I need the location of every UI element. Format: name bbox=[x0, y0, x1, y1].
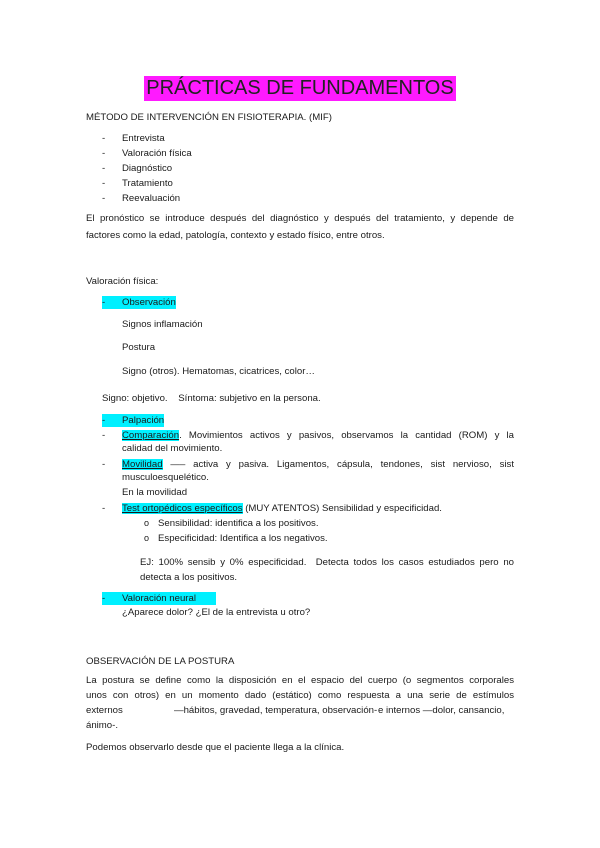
comparacion-line-2: calidad del movimiento. bbox=[122, 443, 223, 454]
comparacion-label: Comparación bbox=[122, 430, 180, 441]
comparacion-text: . Movimientos activos y pasivos, observamos la cantidad (ROM) y la bbox=[179, 430, 514, 441]
ej-line-1: EJ: 100% sensib y 0% especificidad. Detecta todos los casos estudiados pero no bbox=[140, 557, 514, 568]
signo-line: Signo: objetivo. Síntoma: subjetivo en la persona. bbox=[102, 393, 321, 404]
sensibilidad-text: Sensibilidad: identifica a los positivos. bbox=[158, 518, 319, 529]
pronostico-line-2: factores como la edad, patología, contexto y estado físico, entre otros. bbox=[86, 230, 385, 241]
observacion-label: Observación bbox=[122, 297, 176, 308]
list-item: Entrevista bbox=[122, 133, 165, 144]
movilidad-text: —– activa y pasiva. Ligamentos, cápsula, tendones, sist nervioso, sist bbox=[162, 459, 514, 470]
postura-paragraph-2: Podemos observarlo desde que el paciente llega a la clínica. bbox=[86, 742, 345, 753]
test-label: Test ortopédicos específicos bbox=[122, 503, 243, 514]
mif-heading: MÉTODO DE INTERVENCIÓN EN FISIOTERAPIA. (MIF) bbox=[86, 112, 332, 123]
movilidad-line-1 bbox=[122, 458, 514, 471]
list-dash: - bbox=[102, 593, 106, 604]
obs-sub-item: Signos inflamación bbox=[122, 319, 203, 330]
circle-bullet: o bbox=[144, 533, 150, 543]
list-dash: - bbox=[102, 503, 106, 514]
postura-heading: OBSERVACIÓN DE LA POSTURA bbox=[86, 656, 235, 667]
valoracion-heading: Valoración física: bbox=[86, 276, 159, 287]
neural-question: ¿Aparece dolor? ¿El de la entrevista u otro? bbox=[122, 607, 311, 618]
page-title: PRÁCTICAS DE FUNDAMENTOS bbox=[146, 77, 454, 99]
postura-line-3c: e internos —dolor, cansancio, bbox=[378, 705, 505, 716]
neural-label: Valoración neural bbox=[122, 593, 196, 604]
ej-line-2: detecta a los positivos. bbox=[140, 572, 238, 583]
postura-line-2: unos con otros) en un momento dado (estático) como respuesta a una serie de estímulos bbox=[86, 690, 514, 701]
test-line bbox=[122, 502, 442, 515]
postura-line-4: ánimo-. bbox=[86, 720, 118, 731]
list-dash: - bbox=[102, 178, 106, 189]
list-dash: - bbox=[102, 148, 106, 159]
list-item: Diagnóstico bbox=[122, 163, 173, 174]
palpacion-label: Palpación bbox=[122, 415, 165, 426]
postura-line-1: La postura se define como la disposición en el espacio del cuerpo (o segmentos corporales bbox=[86, 675, 514, 686]
title-container bbox=[0, 76, 600, 101]
movilidad-line-2: musculoesquelético. bbox=[122, 472, 209, 483]
obs-sub-item: Postura bbox=[122, 342, 156, 353]
test-text: (MUY ATENTOS) Sensibilidad y especificidad. bbox=[242, 503, 442, 514]
especificidad-text: Especificidad: Identifica a los negativos. bbox=[158, 533, 328, 544]
pronostico-line-1: El pronóstico se introduce después del diagnóstico y después del tratamiento, y depende de bbox=[86, 213, 514, 224]
comparacion-line-1 bbox=[122, 429, 514, 442]
movilidad-label: Movilidad bbox=[122, 459, 163, 470]
list-dash: - bbox=[102, 430, 106, 441]
list-item: Tratamiento bbox=[122, 178, 173, 189]
list-item: Valoración física bbox=[122, 148, 192, 159]
movilidad-line-3: En la movilidad bbox=[122, 487, 188, 498]
postura-line-3b: —hábitos, gravedad, temperatura, observación- bbox=[174, 705, 378, 716]
list-dash: - bbox=[102, 459, 106, 470]
list-dash: - bbox=[102, 297, 106, 308]
list-dash: - bbox=[102, 163, 106, 174]
postura-line-3a: externos bbox=[86, 705, 123, 716]
list-dash: - bbox=[102, 193, 106, 204]
list-dash: - bbox=[102, 415, 106, 426]
list-item: Reevaluación bbox=[122, 193, 181, 204]
list-dash: - bbox=[102, 133, 106, 144]
circle-bullet: o bbox=[144, 518, 150, 528]
obs-sub-item: Signo (otros). Hematomas, cicatrices, color… bbox=[122, 366, 315, 377]
